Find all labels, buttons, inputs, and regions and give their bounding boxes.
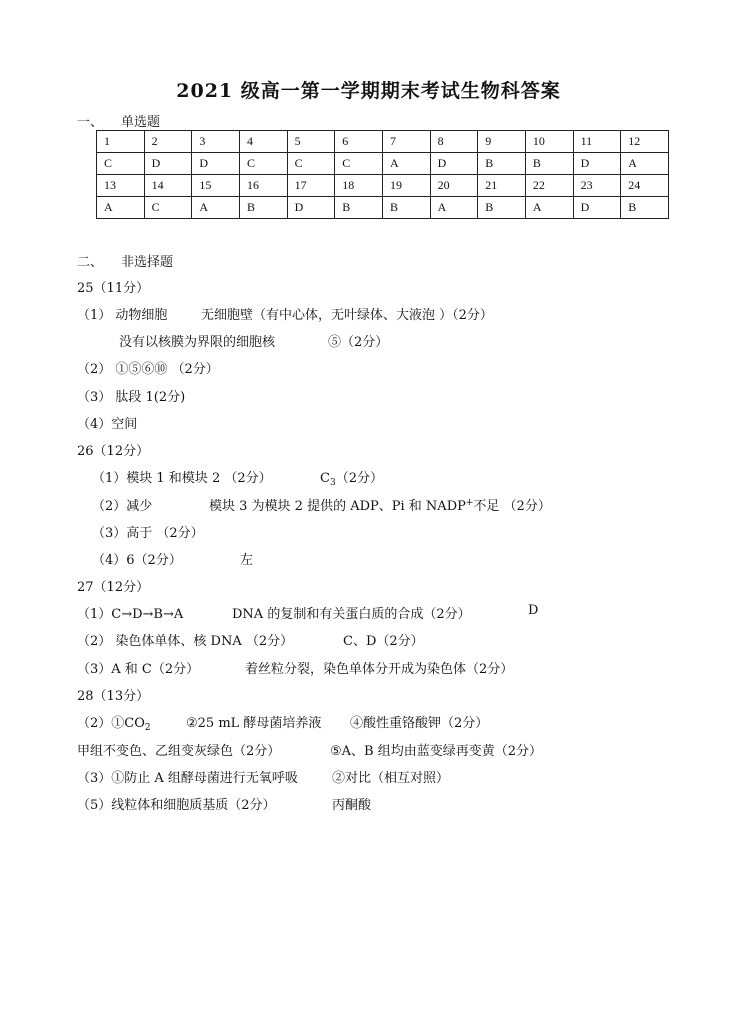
question-number-cell: 20: [430, 175, 478, 197]
question-number-cell: 15: [192, 175, 240, 197]
question-25-header: 25（11分）: [77, 281, 150, 296]
q26-answer-4-b: 左: [240, 553, 254, 568]
section-label: 单选题: [121, 115, 161, 130]
q28-answer-4-b: 丙酮酸: [332, 798, 372, 813]
answer-cell: B: [525, 153, 573, 175]
q25-answer-1-d: ⑤（2分）: [328, 335, 389, 350]
q28-answer-2-a: 甲组不变色、乙组变灰绿色（2分）: [77, 744, 281, 759]
q26-answer-2-a: （2）减少: [92, 499, 153, 514]
answer-cell: A: [382, 153, 430, 175]
q28-answer-4-a: （5）线粒体和细胞质基质（2分）: [77, 798, 276, 813]
q25-answer-1-b: 无细胞壁（有中心体，无叶绿体、大液泡 ）（2分）: [201, 308, 493, 323]
question-number-cell: 14: [144, 175, 192, 197]
answer-cell: A: [97, 197, 145, 219]
q26-answer-1-a: （1）模块 1 和模块 2 （2分）: [92, 471, 272, 486]
question-number-cell: 12: [621, 131, 669, 153]
q28-answer-1-a: $(2)①CO_2$: [77, 716, 151, 733]
q27-answer-2-b: C、D（2分）: [343, 634, 424, 649]
answer-cell: B: [621, 197, 669, 219]
answer-cell: C: [97, 153, 145, 175]
question-number-cell: 10: [525, 131, 573, 153]
answer-cell: B: [478, 153, 526, 175]
q25-answer-1-a: （1） 动物细胞: [77, 308, 168, 323]
answer-cell: A: [525, 197, 573, 219]
question-number-cell: 2: [144, 131, 192, 153]
question-number-cell: 9: [478, 131, 526, 153]
section-number: 二、: [77, 255, 104, 270]
answer-cell: C: [144, 197, 192, 219]
q27-answer-1-a: （1）C→D→B→A: [77, 607, 184, 622]
section-heading-single-choice: [77, 111, 160, 130]
section-heading-non-choice: [77, 251, 173, 270]
answer-cell: D: [573, 197, 621, 219]
question-28-header: 28（13分）: [77, 689, 150, 704]
answer-cell: A: [621, 153, 669, 175]
q25-answer-2: （2） ①⑤⑥⑩ （2分）: [77, 362, 219, 377]
question-number-cell: 6: [335, 131, 383, 153]
answer-cell: D: [192, 153, 240, 175]
section-label: 非选择题: [121, 255, 174, 270]
question-number-cell: 21: [478, 175, 526, 197]
q26-answer-2-b: 模块 3 为模块 2 提供的 ADP、Pi 和 NADP+不足 （2分）: [209, 498, 551, 514]
answer-cell: D: [287, 197, 335, 219]
question-number-cell: 11: [573, 131, 621, 153]
question-number-cell: 18: [335, 175, 383, 197]
page-title: 2021 级高一第一学期期末考试生物科答案: [176, 80, 561, 102]
answer-row: [97, 197, 669, 219]
q26-answer-4-a: （4）6（2分）: [92, 553, 182, 568]
answer-cell: D: [573, 153, 621, 175]
q27-answer-1-b: DNA 的复制和有关蛋白质的合成（2分）: [232, 607, 471, 622]
question-number-cell: 5: [287, 131, 335, 153]
question-number-cell: 7: [382, 131, 430, 153]
question-number-cell: 1: [97, 131, 145, 153]
answer-cell: B: [478, 197, 526, 219]
section-number: 一、: [77, 115, 104, 130]
question-number-cell: 23: [573, 175, 621, 197]
q25-answer-3: （3） 肽段 1(2分): [77, 390, 186, 405]
q28-answer-1-b: ②25 mL 酵母菌培养液: [186, 716, 322, 731]
answer-cell: B: [335, 197, 383, 219]
question-number-cell: 22: [525, 175, 573, 197]
q28-answer-3-a: （3）①防止 A 组酵母菌进行无氧呼吸: [77, 771, 298, 786]
q27-answer-2-a: （2） 染色体单体、核 DNA （2分）: [77, 634, 294, 649]
q27-answer-3-b: 着丝粒分裂，染色单体分开成为染色体（2分）: [245, 662, 514, 677]
q25-answer-1-c: 没有以核膜为界限的细胞核: [119, 335, 276, 350]
question-number-cell: 3: [192, 131, 240, 153]
question-number-cell: 24: [621, 175, 669, 197]
question-number-row: [97, 131, 669, 153]
answer-cell: B: [239, 197, 287, 219]
q27-answer-1-c: D: [528, 603, 539, 618]
question-number-cell: 19: [382, 175, 430, 197]
answer-cell: C: [287, 153, 335, 175]
q26-answer-1-b: $C_3(2$分）: [320, 471, 383, 488]
q25-answer-4: （4）空间: [77, 417, 138, 432]
question-26-header: 26（12分）: [77, 444, 150, 459]
answer-cell: D: [144, 153, 192, 175]
question-number-cell: 13: [97, 175, 145, 197]
question-number-cell: 16: [239, 175, 287, 197]
answer-cell: A: [430, 197, 478, 219]
answer-row: [97, 153, 669, 175]
answer-cell: A: [192, 197, 240, 219]
q27-answer-3-a: （3）A 和 C（2分）: [77, 662, 200, 677]
answer-cell: C: [335, 153, 383, 175]
question-number-cell: 17: [287, 175, 335, 197]
question-27-header: 27（12分）: [77, 580, 150, 595]
q28-answer-3-b: ②对比（相互对照）: [332, 771, 450, 786]
question-number-cell: 4: [239, 131, 287, 153]
answer-cell: C: [239, 153, 287, 175]
q28-answer-1-c: ④酸性重铬酸钾（2分）: [350, 716, 489, 731]
q26-answer-3: （3）高于 （2分）: [92, 526, 204, 541]
answer-table: [96, 130, 669, 219]
answer-cell: D: [430, 153, 478, 175]
question-number-cell: 8: [430, 131, 478, 153]
answer-cell: B: [382, 197, 430, 219]
q28-answer-2-b: ⑤A、B 组均由蓝变绿再变黄（2分）: [330, 744, 542, 759]
question-number-row: [97, 175, 669, 197]
